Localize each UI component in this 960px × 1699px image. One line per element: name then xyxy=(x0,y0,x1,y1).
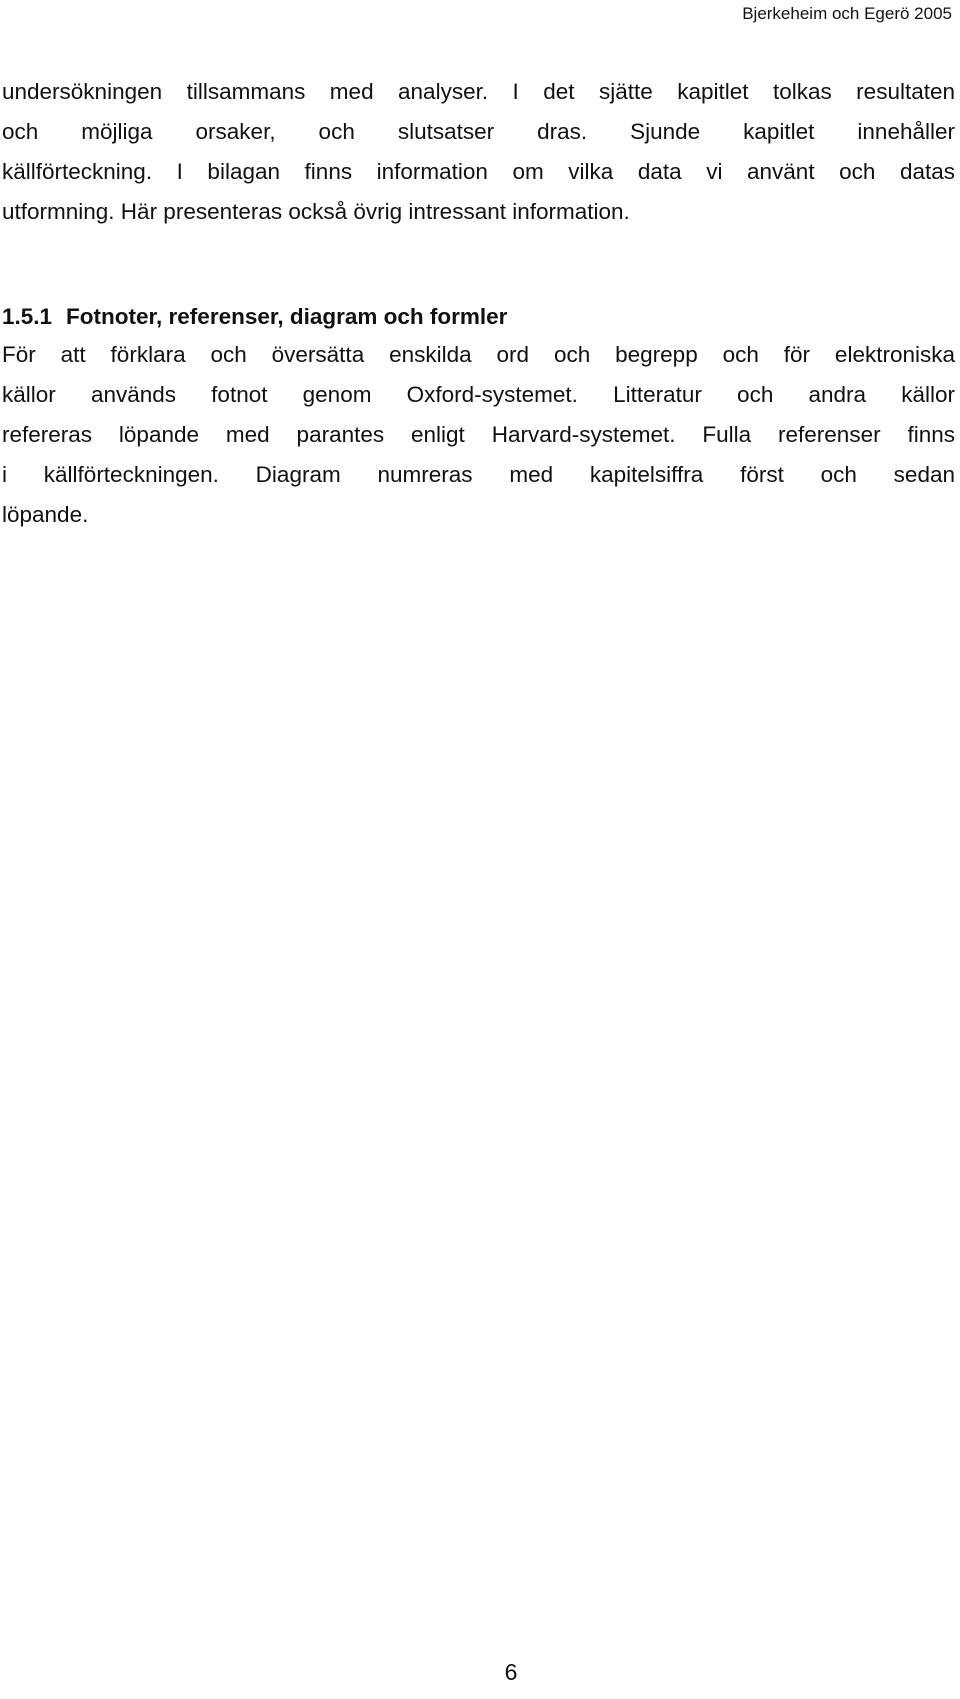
paragraph-line: utformning. Här presenteras också övrig intressant information. xyxy=(2,199,630,224)
paragraph-line: undersökningen tillsammans med analyser. I det sjätte kapitlet tolkas resultaten xyxy=(2,79,955,104)
paragraph-line: i källförteckningen. Diagram numreras med kapitelsiffra först och sedan xyxy=(2,462,955,487)
paragraph-line: källor används fotnot genom Oxford-systemet. Litteratur och andra källor xyxy=(2,382,955,407)
section-number: 1.5.1 xyxy=(2,304,53,329)
paragraph-line: källförteckning. I bilagan finns information om vilka data vi använt och datas xyxy=(2,159,955,184)
paragraph-line: För att förklara och översätta enskilda ord och begrepp och för elektroniska xyxy=(2,342,955,367)
intro-paragraph xyxy=(2,72,955,232)
body-paragraph xyxy=(2,335,955,535)
section-title: Fotnoter, referenser, diagram och formler xyxy=(66,304,508,329)
section-heading xyxy=(2,297,955,337)
running-header: Bjerkeheim och Egerö 2005 xyxy=(742,4,952,23)
page-number: 6 xyxy=(504,1659,518,1685)
paragraph-line: refereras löpande med parantes enligt Harvard-systemet. Fulla referenser finns xyxy=(2,422,955,447)
paragraph-line: och möjliga orsaker, och slutsatser dras. Sjunde kapitlet innehåller xyxy=(2,119,955,144)
paragraph-line: löpande. xyxy=(2,502,89,527)
